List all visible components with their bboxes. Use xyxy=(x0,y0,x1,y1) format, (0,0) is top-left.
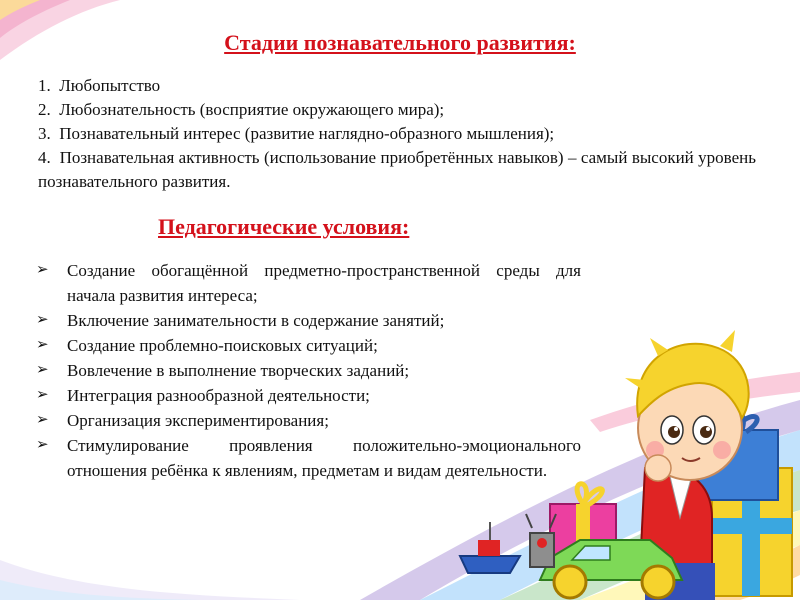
section-subtitle: Педагогические условия: xyxy=(158,214,410,239)
stage-number: 1. xyxy=(38,76,51,95)
stage-text: Любознательность (восприятие окружающего мира); xyxy=(59,100,445,119)
stage-text: Познавательный интерес (развитие наглядно-образного мышления); xyxy=(59,124,555,143)
list-item xyxy=(38,122,756,146)
list-item xyxy=(38,98,756,122)
condition-text: Включение занимательности в содержание занятий; xyxy=(67,311,445,330)
stage-number: 3. xyxy=(38,124,51,143)
condition-text: Интеграция разнообразной деятельности; xyxy=(67,386,370,405)
arrow-bullet-icon: ➢ xyxy=(36,337,49,353)
condition-text: Создание проблемно-поисковых ситуаций; xyxy=(67,336,378,355)
condition-text: Организация экспериментирования; xyxy=(67,411,329,430)
condition-text: Создание обогащённой предметно-пространственной среды для начала развития интереса; xyxy=(67,261,581,305)
stage-number: 2. xyxy=(38,100,51,119)
page-title: Стадии познавательного развития: xyxy=(224,30,576,55)
stage-text: Познавательная активность (использование приобретённых навыков) – самый высокий уровень познавательного развития. xyxy=(38,148,756,191)
arrow-bullet-icon: ➢ xyxy=(36,412,49,428)
stage-number: 4. xyxy=(38,148,51,167)
stage-text: Любопытство xyxy=(59,76,161,95)
toy-boat-icon xyxy=(460,522,520,573)
arrow-bullet-icon: ➢ xyxy=(36,312,49,328)
arrow-bullet-icon: ➢ xyxy=(36,387,49,403)
list-item xyxy=(38,146,756,194)
condition-text: Стимулирование проявления положительно-эмоционального отношения ребёнка к явлениям, предметам и видам деятельности. xyxy=(67,436,581,480)
list-item xyxy=(38,74,756,98)
arrow-bullet-icon: ➢ xyxy=(36,362,49,378)
child-with-toys-illustration xyxy=(450,318,800,600)
stages-list xyxy=(38,74,756,194)
arrow-bullet-icon: ➢ xyxy=(36,262,49,278)
list-item xyxy=(36,258,581,308)
condition-text: Вовлечение в выполнение творческих заданий; xyxy=(67,361,410,380)
arrow-bullet-icon: ➢ xyxy=(36,437,49,453)
